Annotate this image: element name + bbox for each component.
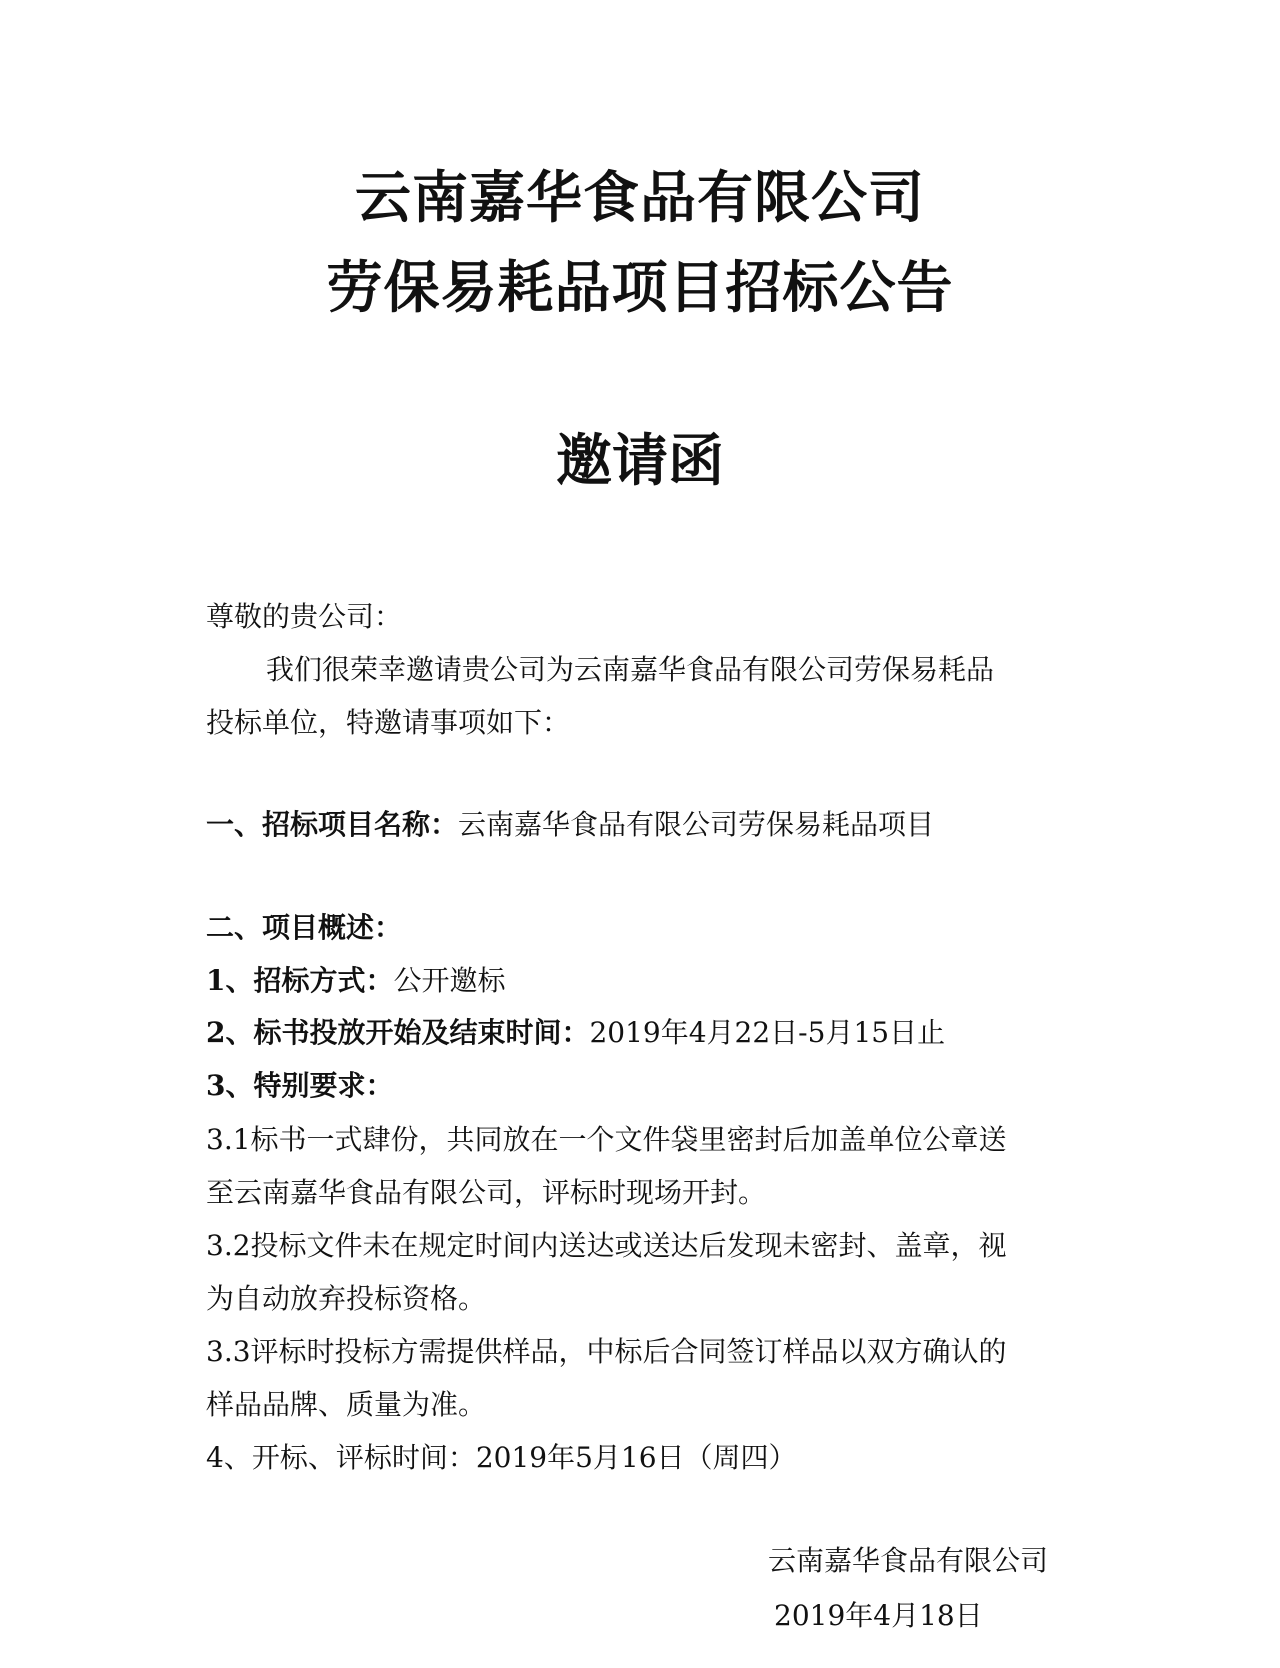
section-1-value: 云南嘉华食品有限公司劳保易耗品项目	[458, 808, 935, 841]
item-1-label: 1、招标方式：	[206, 964, 394, 997]
item-2-value: 2019年4月22日-5月15日止	[589, 1016, 946, 1049]
requirement-3-1-line-2: 至云南嘉华食品有限公司，评标时现场开封。	[206, 1176, 767, 1209]
salutation: 尊敬的贵公司：	[206, 600, 403, 633]
document-heading: 邀请函	[556, 428, 724, 494]
requirement-3-3-line-1: 3.3评标时投标方需提供样品，中标后合同签订样品以双方确认的	[206, 1335, 1007, 1368]
signature-company: 云南嘉华食品有限公司	[768, 1544, 1049, 1577]
title-project: 劳保易耗品项目招标公告	[326, 255, 954, 321]
section-2-label: 二、项目概述：	[206, 911, 403, 944]
intro-line-1: 我们很荣幸邀请贵公司为云南嘉华食品有限公司劳保易耗品	[266, 653, 995, 686]
item-1-value: 公开邀标	[393, 964, 506, 997]
requirement-3-2-line-2: 为自动放弃投标资格。	[206, 1282, 487, 1315]
signature-date: 2019年4月18日	[774, 1599, 983, 1632]
section-1-label: 一、招标项目名称：	[206, 808, 459, 841]
section-1	[206, 805, 934, 845]
requirement-3-3-line-2: 样品品牌、质量为准。	[206, 1388, 487, 1421]
item-3-label: 3、特别要求：	[206, 1069, 394, 1102]
requirement-3-1-line-1: 3.1标书一式肆份，共同放在一个文件袋里密封后加盖单位公章送	[206, 1123, 1007, 1156]
item-1	[206, 961, 506, 1001]
item-4: 4、开标、评标时间：2019年5月16日（周四）	[206, 1441, 797, 1474]
requirement-3-2-line-1: 3.2投标文件未在规定时间内送达或送达后发现未密封、盖章，视	[206, 1229, 1007, 1262]
item-2-label: 2、标书投放开始及结束时间：	[206, 1016, 590, 1049]
item-2	[206, 1013, 945, 1053]
title-company: 云南嘉华食品有限公司	[355, 165, 925, 231]
intro-line-2: 投标单位，特邀请事项如下：	[206, 706, 571, 739]
